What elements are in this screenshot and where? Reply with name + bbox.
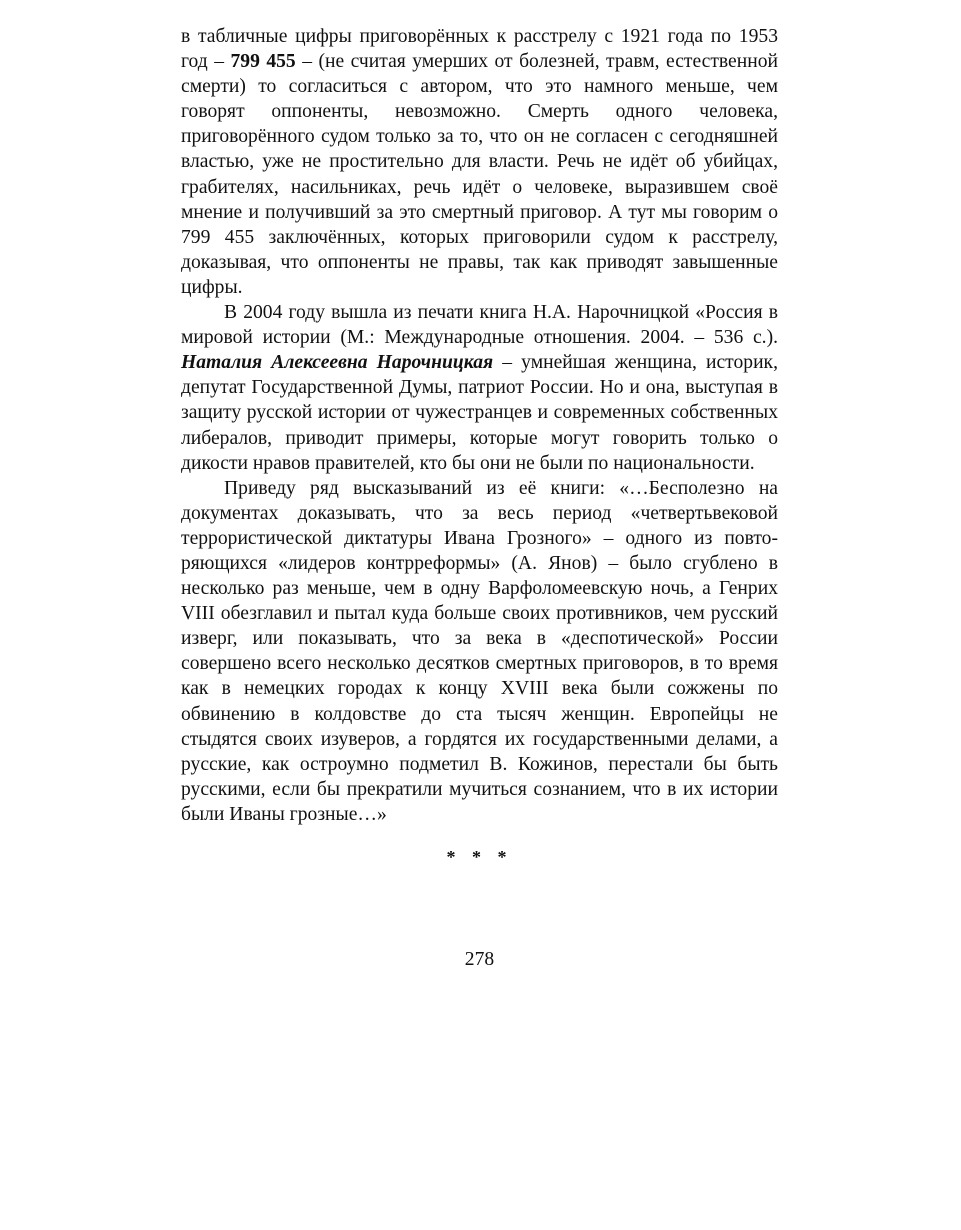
paragraph-1-text-before: в табличные цифры приговорённых к расстрелу с 1921 года по 1953 год – [181,26,778,73]
page-number: 278 [464,949,495,970]
book-page [181,24,779,970]
body-text [181,24,778,827]
execution-count-highlight: 799 455 [230,51,296,73]
paragraph-2-text-after: – умнейшая женщина, историк, депутат Государственной Думы, патриот России. Но и она, выступая в защиту русской истории от чужестранцев и современных собственных либералов, приводит примеры, которые могут говорить только о дикости нравов правителей, кто бы они не были по национальности. [181,352,778,474]
section-separator: * * * [446,847,513,867]
paragraph-2-text-before: В 2004 году вышла из печати книга Н.А. Нарочницкой «Россия в мировой истории (М.: Международные отношения. 2004. – 536 с.). [181,302,778,349]
paragraph-3: Приведу ряд высказываний из её книги: «…Бесполезно на документах доказывать, что за весь период «четвертьвековой террористической диктатуры Ивана Грозного» – одного из повторяющихся «лидеров контрреформы» (А. Янов) – было сгублено в несколько раз меньше, чем в одну Варфоломеевскую ночь, а Генрих VIII обезглавил и пытал куда больше своих противников, чем русский изверг, или показывать, что за века в «деспотической» России совершено всего несколько десятков смертных приговоров, в то время как в немецких городах к концу XVIII века были сожжены по обвинению в колдовстве до ста тысяч женщин. Европейцы не стыдятся своих изуверов, а гордятся их государственными делами, а русские, как остроумно подметил В. Кожинов, перестали бы быть русскими, если бы прекратили мучиться сознанием, что в их истории были Иваны грозные…» [181,477,778,825]
paragraph-1 [181,24,778,300]
author-name-highlight: Наталия Алексеевна Нарочницкая [181,352,494,374]
paragraph-1-text-after: – (не считая умерших от болезней, травм, естественной смерти) то согласиться с автором, что это намного меньше, чем говорят оппоненты, невозможно. Смерть одного человека, приговорённого судом только за то, что он не согласен с сегодняшней властью, уже не простительно для власти. Речь не идёт об убийцах, грабителях, насильниках, речь идёт о человеке, выразившем своё мнение и получивший за это смертный приговор. А тут мы говорим о 799 455 заключённых, которых приговорили судом к расстрелу, доказывая, что оппоненты не правы, так как приводят завышенные цифры. [181,51,779,298]
paragraph-2 [181,300,778,476]
